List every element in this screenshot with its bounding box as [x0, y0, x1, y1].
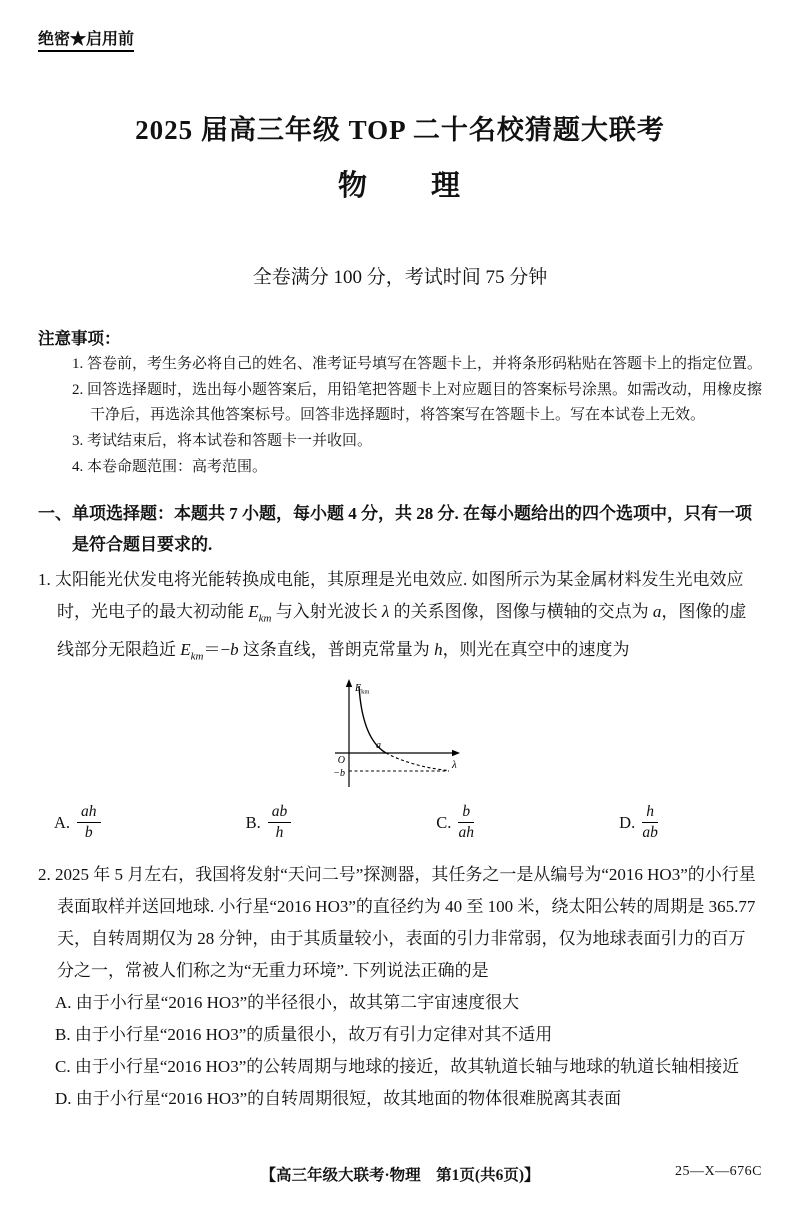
option-label: D.	[619, 812, 636, 832]
q1-text-part: 与入射光波长	[271, 602, 382, 621]
option-b-fraction: $\frac{ab}{h}$	[268, 803, 292, 843]
q1-text-part: 这条直线，普朗克常量为	[238, 640, 435, 660]
notes-section	[38, 325, 762, 480]
graph-x-intercept-label: a	[376, 739, 381, 751]
option-c-fraction: $\frac{b}{ah}$	[458, 802, 475, 842]
q1-var-h: h	[434, 640, 443, 660]
option-a-fraction: $\frac{ah}{b}$	[77, 803, 101, 843]
question-1	[38, 564, 762, 843]
photoelectric-effect-graph	[315, 677, 485, 795]
q1-text-part: ，则光在真空中的速度为	[442, 640, 630, 660]
score-info: 全卷满分 100 分，考试时间 75 分钟	[252, 267, 548, 288]
q1-text-part: 的关系图像，图像与横轴的交点为	[389, 602, 653, 621]
q1-var-km-sub: km	[190, 650, 204, 663]
q2-option-c: C. 由于小行星“2016 HO3”的公转周期与地球的接近，故其轨道长轴与地球的轨道长轴相接近	[55, 1056, 740, 1076]
graph-curve-dashed	[386, 753, 449, 771]
option-label: B.	[245, 812, 261, 832]
footer-page-info: 【高三年级大联考·物理 第1页(共6页)】	[260, 1167, 540, 1184]
q1-option-b	[246, 803, 292, 843]
q1-var-km-sub: km	[258, 612, 272, 625]
q1-var-lambda: λ	[381, 602, 390, 621]
q1-text	[38, 564, 762, 673]
q1-text-part: ＝−	[203, 640, 231, 660]
q1-options	[38, 803, 762, 843]
q1-var-a: a	[652, 602, 662, 621]
footer-paper-code: 25—X—676C	[675, 1164, 762, 1179]
q1-option-a	[54, 803, 101, 843]
graph-origin-label: O	[337, 754, 345, 766]
note-item-1: 1. 答卷前，考生务必将自己的姓名、准考证号填写在答题卡上，并将条形码粘贴在答题卡上的指定位置。	[72, 356, 763, 372]
graph-curve-solid	[359, 686, 386, 753]
note-item-2: 2. 回答选择题时，选出每小题答案后，用铅笔把答题卡上对应题目的答案标号涂黑。如需改动，用橡皮擦干净后，再选涂其他答案标号。回答非选择题时，将答案写在答题卡上。写在本试卷上无效。	[72, 382, 763, 423]
q1-option-c	[436, 803, 474, 843]
graph-ylabel: $E_{km}$	[355, 682, 370, 696]
q1-var-E: E	[180, 640, 191, 660]
q2-text: 2. 2025 年 5 月左右，我国将发射“天问二号”探测器，其任务之一是从编号为“2016 HO3”的小行星表面取样并送回地球. 小行星“2016 HO3”的直径约为 40 至 100 米，绕太阳公转的周期是 365.77 天，自转周期仅为 28 分钟，由于其质量较小，表面的引力非常弱，仅为地球表面引力的百万分之一，常被人们称之为“无重力环境”. 下列说法正确的是	[38, 864, 756, 980]
q1-var-E: E	[248, 602, 259, 621]
page-footer	[38, 1163, 762, 1185]
q2-option-d: D. 由于小行星“2016 HO3”的自转周期很短，故其地面的物体很难脱离其表面	[55, 1088, 622, 1108]
graph-x-arrow-icon	[452, 750, 460, 756]
option-d-fraction: $\frac{h}{ab}$	[642, 802, 658, 842]
graph-y-arrow-icon	[346, 679, 352, 687]
exam-title: 2025 届高三年级 TOP 二十名校猜题大联考	[135, 115, 665, 145]
graph-xlabel: λ	[452, 758, 457, 771]
q2-option-a: A. 由于小行星“2016 HO3”的半径很小，故其第二宇宙速度很大	[55, 992, 520, 1012]
graph-asymptote-label: −b	[333, 767, 345, 779]
note-item-3: 3. 考试结束后，将本试卷和答题卡一并收回。	[72, 433, 373, 449]
q1-text-part: 1. 太阳能光伏发电将光能转换成电能，其原理是光电效应. 如图所示为某金属材料发生光电效应时，光电子的最大初动能	[38, 570, 744, 621]
subject-title: 物 理	[337, 170, 462, 202]
note-item-4: 4. 本卷命题范围：高考范围。	[72, 459, 268, 475]
section-heading: 一、单项选择题：本题共 7 小题，每小题 4 分，共 28 分. 在每小题给出的四个选项中，只有一项是符合题目要求的.	[38, 504, 752, 554]
q2-option-b: B. 由于小行星“2016 HO3”的质量很小，故万有引力定律对其不适用	[55, 1024, 553, 1044]
q1-text-part: ，图像的虚线部分无限趋近	[57, 602, 747, 660]
q1-var-b: b	[230, 640, 239, 660]
graph-svg	[315, 677, 475, 795]
classification-label: 绝密★启用前	[38, 26, 134, 52]
option-label: A.	[54, 812, 71, 832]
option-label: C.	[436, 812, 452, 832]
question-2	[38, 859, 762, 1115]
q1-option-d	[619, 803, 658, 843]
notes-heading: 注意事项：	[38, 329, 121, 348]
